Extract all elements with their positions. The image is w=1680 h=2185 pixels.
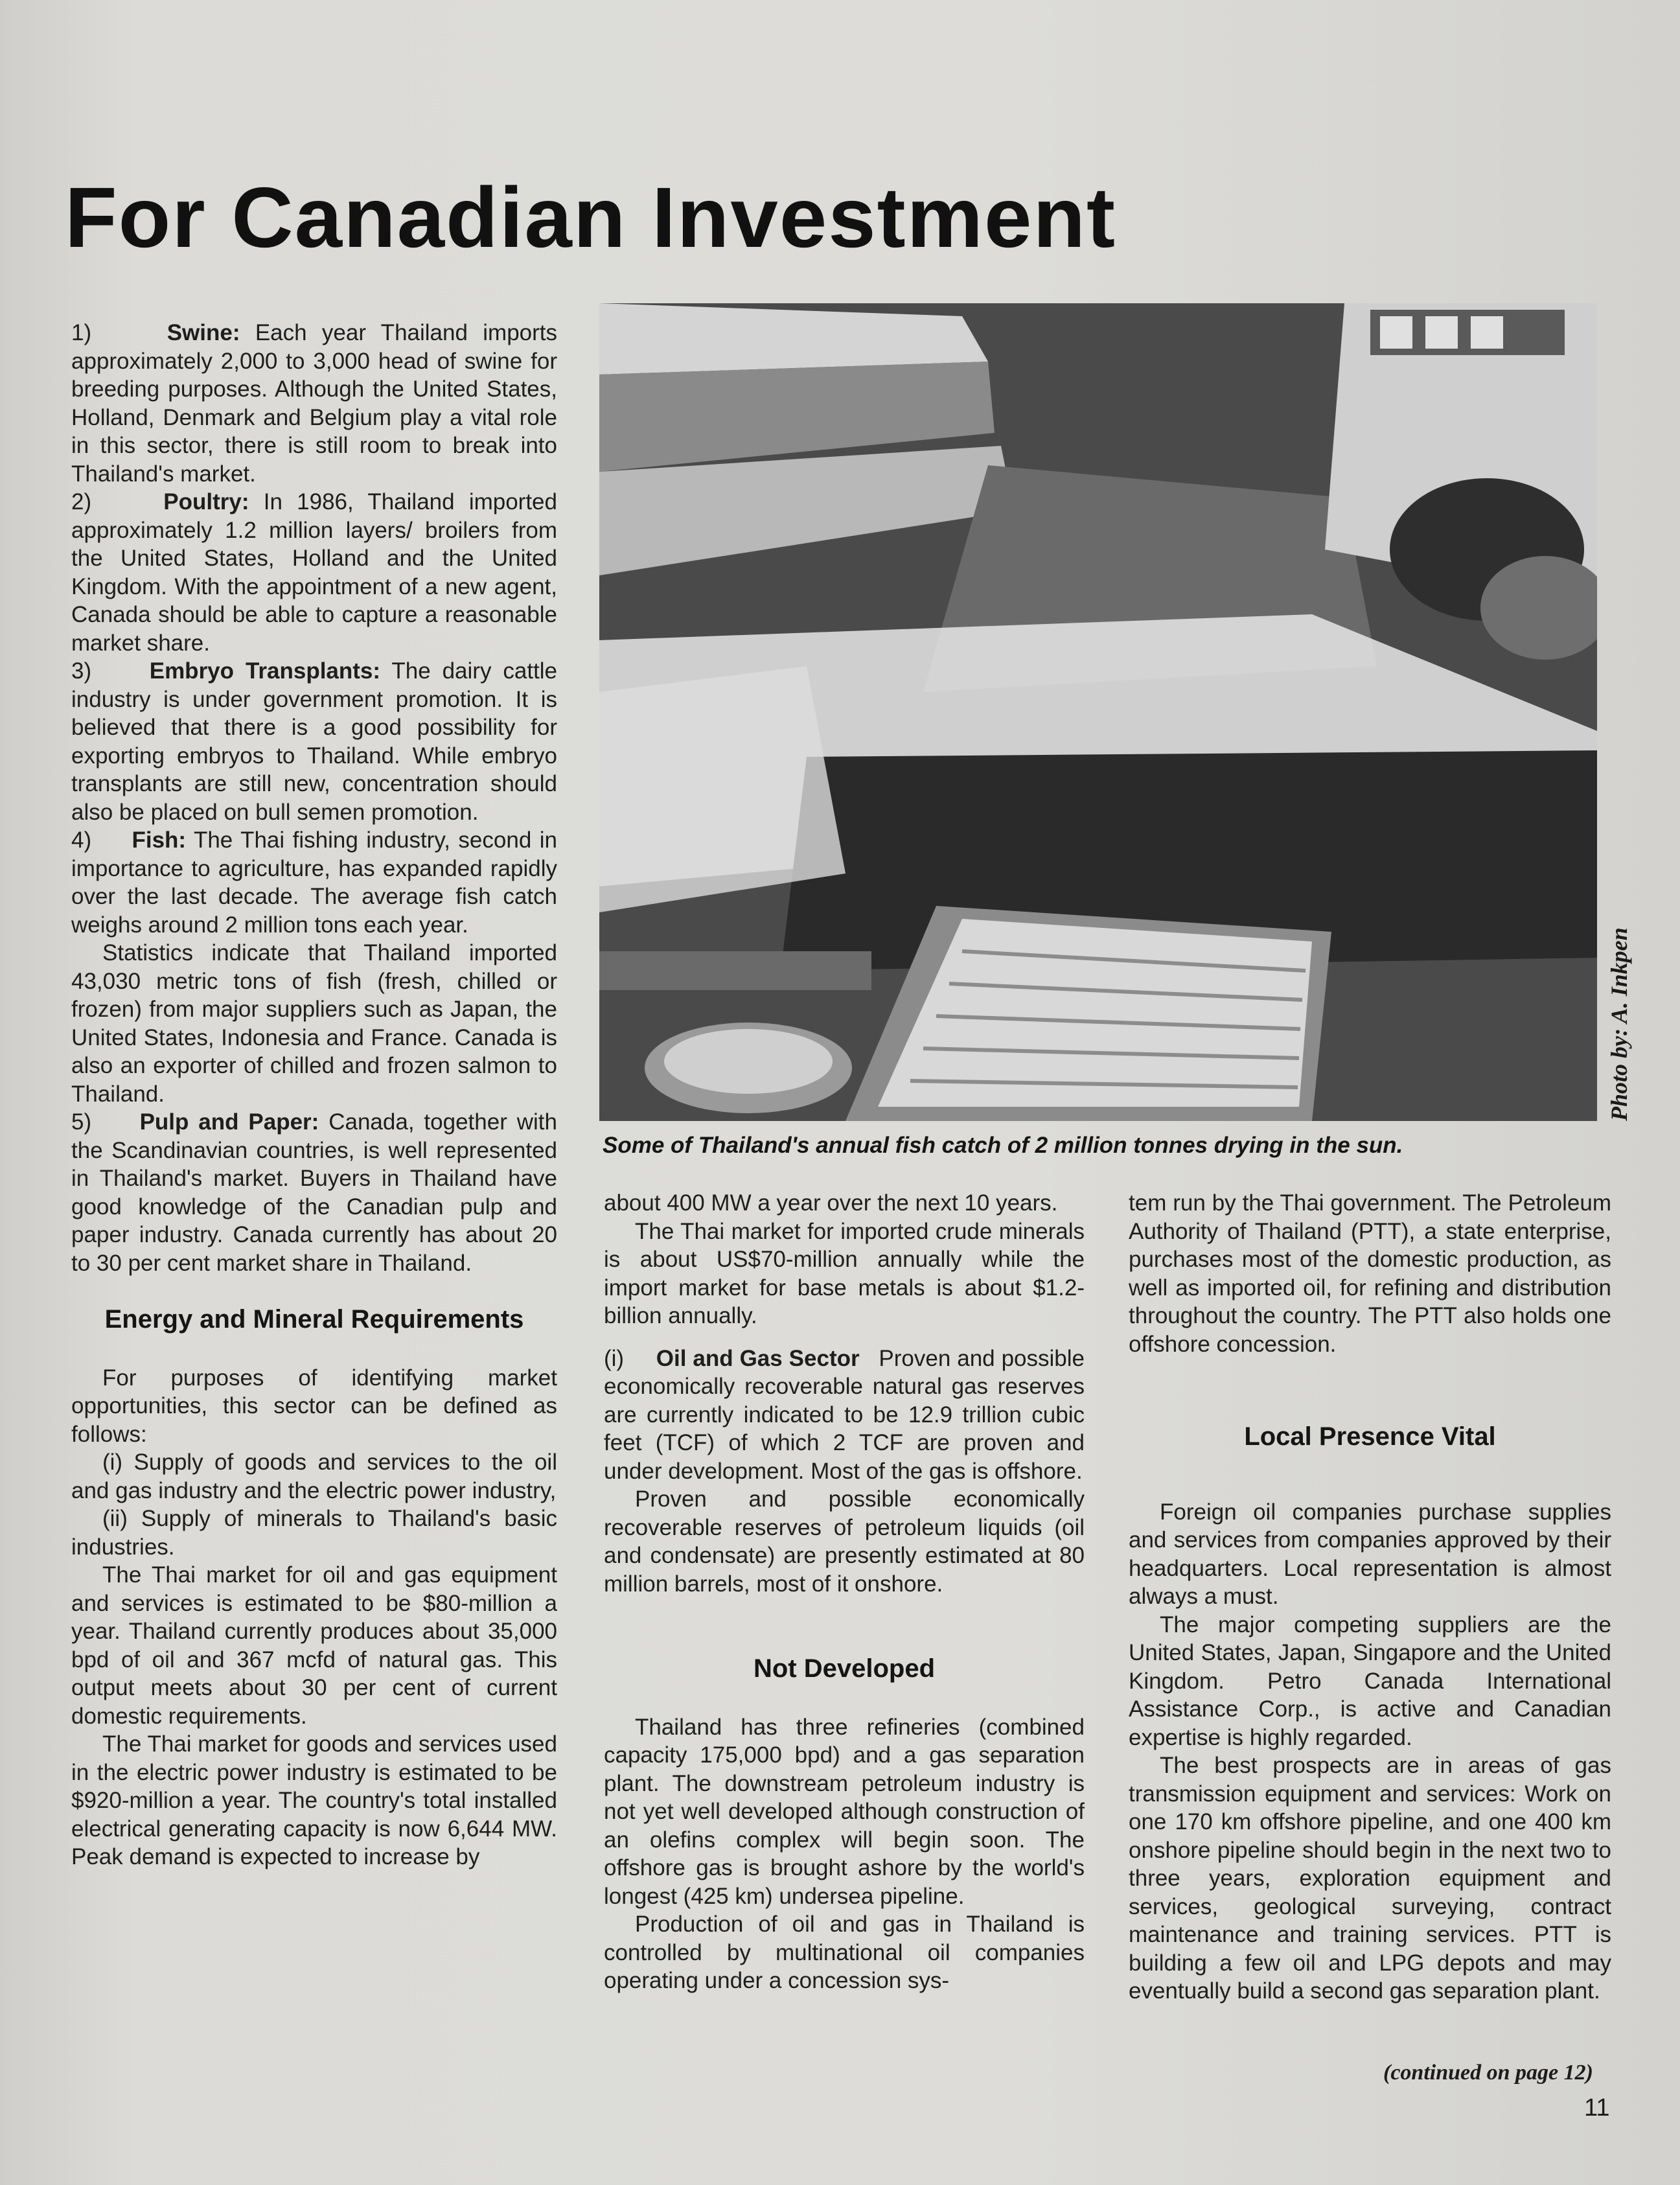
fish-drying-photo xyxy=(599,303,1597,1121)
continued-note: (continued on page 12) xyxy=(1383,2061,1593,2085)
prospects-paragraph: The best prospects are in areas of gas transmission equipment and services: Work on one 170 km offshore pipeline, and one 400 km onshore pipeline should begin in the next two to three years, exploration equipment and services, geological surveying, contract maintenance and training services. PTT is building a few oil and LPG depots and may eventually build a second gas separation plant. xyxy=(1129,1753,1611,2004)
column-2 xyxy=(604,1189,1085,1995)
column-1 xyxy=(71,319,557,1871)
concession-continuation: tem run by the Thai government. The Petroleum Authority of Thailand (PTT), a state enterprise, purchases most of the domestic production, as well as imported oil, for refining and distribution throughout the country. The PTT also holds one offshore concession. xyxy=(1129,1190,1611,1357)
page-headline: For Canadian Investment xyxy=(65,170,1116,265)
poultry-item: 2) Poultry: In 1986, Thailand imported approximately 1.2 million layers/ broilers from the United States, Holland and the United Kingdom. With the appointment of a new agent, Canada should be able to capture a reasonable market share. xyxy=(71,489,557,656)
competitors-paragraph: The major competing suppliers are the United States, Japan, Singapore and the United Kingdom. Petro Canada International Assistance Corp., is active and Canadian expertise is highly regarded. xyxy=(1129,1612,1611,1750)
crude-minerals-paragraph: The Thai market for imported crude minerals is about US$70-million annually while the import market for base metals is about $1.2-billion annually. xyxy=(604,1218,1085,1328)
poultry-label: Poultry: xyxy=(163,489,249,514)
oilgas-market-paragraph: The Thai market for oil and gas equipment and services is estimated to be $80-million a year. Thailand currently produces about 35,000 bpd of oil and 367 mcfd of natural gas. This output meets about 30 per cent of current domestic requirements. xyxy=(71,1562,557,1729)
embryo-label: Embryo Transplants: xyxy=(149,658,381,684)
power-market-paragraph: The Thai market for goods and services used in the electric power industry is estimated to be $920-million a year. The country's total installed electrical generating capacity is now 6,644 MW. Peak demand is expected to increase by xyxy=(71,1731,557,1869)
liquids-paragraph: Proven and possible economically recoverable reserves of petroleum liquids (oil and condensate) are presently estimated at 80 million barrels, most of it onshore. xyxy=(604,1486,1085,1597)
production-paragraph: Production of oil and gas in Thailand is controlled by multinational oil companies operating under a concession sys- xyxy=(604,1912,1085,1993)
energy-item-ii: (ii) Supply of minerals to Thailand's basic industries. xyxy=(71,1506,557,1560)
oil-gas-sector-label: Oil and Gas Sector xyxy=(656,1345,860,1371)
fish-label: Fish: xyxy=(132,827,187,853)
local-presence-heading: Local Presence Vital xyxy=(1244,1422,1496,1451)
photo-credit: Photo by: A. Inkpen xyxy=(1606,927,1632,1121)
energy-intro-paragraph: For purposes of identifying market opportunities, this sector can be defined as follows: xyxy=(71,1365,557,1447)
fish-item: 4) Fish: The Thai fishing industry, second in importance to agriculture, has expanded rapidly over the last decade. The average fish catch weighs around 2 million tons each year. xyxy=(71,827,558,938)
fish-statistics-paragraph: Statistics indicate that Thailand imported 43,030 metric tons of fish (fresh, chilled or frozen) from major suppliers such as Japan, the United States, Indonesia and France. Canada is also an exporter of chilled and frozen salmon to Thailand. xyxy=(71,940,557,1107)
peak-demand-continuation: about 400 MW a year over the next 10 years. xyxy=(604,1190,1058,1216)
pulp-label: Pulp and Paper: xyxy=(139,1109,319,1135)
refineries-paragraph: Thailand has three refineries (combined capacity 175,000 bpd) and a gas separation plant. The downstream petroleum industry is not yet well developed although construction of an olefins complex will begin soon. The offshore gas is brought ashore by the world's longest (425 km) undersea pipeline. xyxy=(604,1714,1085,1909)
pulp-item: 5) Pulp and Paper: Canada, together with the Scandinavian countries, is well represented in Thailand's market. Buyers in Thailand have good knowledge of the Canadian pulp and paper industry. Canada currently has about 20 to 30 per cent market share in Thailand. xyxy=(71,1109,557,1276)
swine-item: 1) Swine: Each year Thailand imports approximately 2,000 to 3,000 head of swine for breeding purposes. Although the United States, Holland, Denmark and Belgium play a vital role in this sector, there is still room to break into Thailand's market. xyxy=(71,320,557,487)
energy-heading: Energy and Mineral Requirements xyxy=(104,1305,524,1334)
oil-gas-sector-item: (i) Oil and Gas Sector Proven and possible economically recoverable natural gas reserves are currently indicated to be 12.9 trillion cubic feet (TCF) of which 2 TCF are proven and under development. Most of the gas is offshore. xyxy=(604,1345,1085,1484)
photo-caption: Some of Thailand's annual fish catch of 2 million tonnes drying in the sun. xyxy=(603,1133,1403,1158)
page-number: 11 xyxy=(1584,2094,1610,2121)
not-developed-heading: Not Developed xyxy=(753,1654,936,1683)
swine-label: Swine: xyxy=(167,320,240,345)
column-3 xyxy=(1129,1189,1611,2006)
embryo-item: 3) Embryo Transplants: The dairy cattle industry is under government promotion. It is believed that there is a good possibility for exporting embryos to Thailand. While embryo transplants are still new, concentration should also be placed on bull semen promotion. xyxy=(71,658,558,825)
photo-illustration xyxy=(599,303,1597,1121)
foreign-companies-paragraph: Foreign oil companies purchase supplies and services from companies approved by their headquarters. Local representation is almost always a must. xyxy=(1129,1499,1611,1609)
energy-item-i: (i) Supply of goods and services to the oil and gas industry and the electric power industry, xyxy=(71,1450,557,1503)
